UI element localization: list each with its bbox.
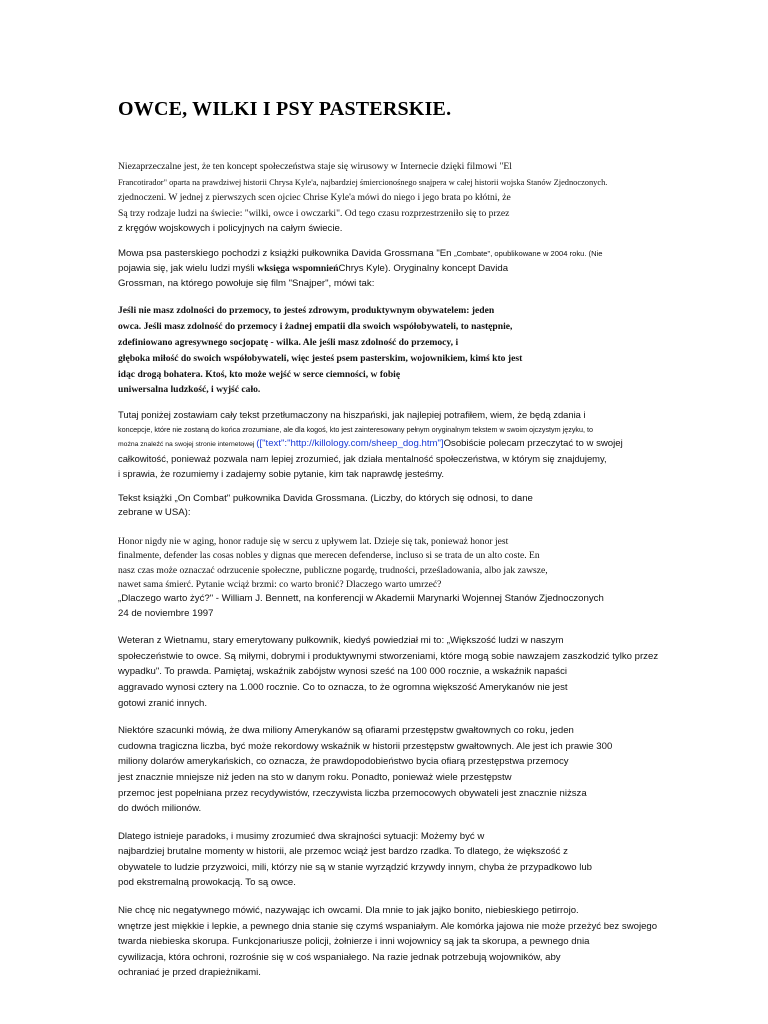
text-line: zjednoczeni. W jednej z pierwszych scen ojciec Chrise Kyle'a mówi do niego i jego brata po kłótni, że [118, 192, 511, 204]
text-line: wypadku". To prawda. Pamiętaj, wskaźnik zabójstw wynosi sześć na 100 000 rocznie, a wskaźnik napaści [118, 666, 568, 678]
text-line: Francotirador" oparta na prawdziwej historii Chrysa Kyle'a, najbardziej śmiercionośnego snajpera w całej historii wojska Stanów Zjednoczonych. [118, 177, 608, 187]
text-line: koncepcje, które nie zostaną do końca zrozumiane, ale dla kogoś, kto jest zainteresowany pełnym oryginalnym tekstem w swoim ojczystym języku, to [118, 424, 593, 434]
text-segment: pojawia się, jak wielu ludzi myśli [118, 263, 258, 275]
text-line: jest znacznie mniejsze niż jeden na sto w danym roku. Ponadto, ponieważ wiele przestępstw [118, 771, 512, 783]
text-line: Honor nigdy nie w aging, honor raduje się w sercu z upływem lat. Dzieje się tak, ponieważ honor jest [118, 535, 509, 547]
text-line: całkowitość, ponieważ pozwala nam lepiej zrozumieć, jak działa mentalność społeczeństwa, w którym się znajdujemy, [118, 453, 607, 465]
text-line: zdefiniowano agresywnego socjopatę - wilka. Ale jeśli masz zdolność do przemocy, i [118, 336, 459, 348]
text-line: gotowi zranić innych. [118, 697, 208, 709]
paragraph-eggshell [118, 903, 718, 981]
paragraph-honor-quote [118, 535, 718, 621]
text-line: nasz czas może oznaczać odrzucenie społeczne, publiczne pogardę, trudności, prześladowania, albo jak zawsze, [118, 564, 548, 576]
text-segment: można znaleźć na swojej stronie internetowej [118, 440, 257, 448]
text-line: idąc drogą bohatera. Ktoś, kto może wejść w serce ciemności, w fobię [118, 368, 401, 380]
text-line: aggravado wynosi cztery na 1.000 rocznie. Co to oznacza, to że ogromna większość Amerykanów nie jest [118, 681, 568, 693]
text-line: nawet sama śmierć. Pytanie wciąż brzmi: co warto bronić? Dlaczego warto umrzeć? [118, 578, 442, 590]
text-line: obywatele to ludzie przyzwoici, mili, którzy nie są w stanie wyrządzić krzywdy innym, chyba że przypadkowo lub [118, 861, 593, 873]
text-line: Są trzy rodzaje ludzi na świecie: "wilki, owce i owczarki". Od tego czasu rozprzestrzeniło się to przez [118, 207, 510, 219]
text-line: Nie chcę nic negatywnego mówić, nazywając ich owcami. Dla mnie to jak jajko bonito, niebieskiego petirrojo. [118, 905, 579, 917]
text-line: Tutaj poniżej zostawiam cały tekst przetłumaczony na hiszpański, jak najlepiej potrafiłem, wiem, że będą zdania i [118, 409, 586, 421]
text-line: Grossman, na którego powołuje się film "Snajper", mówi tak: [118, 278, 375, 290]
text-line: cudowna tragiczna liczba, być może rekordowy wskaźnik w historii przestępstw gwałtownych. Ale jest ich prawie 300 [118, 740, 613, 752]
text-segment: Mowa psa pasterskiego pochodzi z książki pułkownika Davida Grossmana "En [118, 248, 455, 260]
text-line [118, 261, 718, 276]
paragraph-book-reference [118, 492, 718, 521]
text-line [118, 437, 718, 453]
text-segment-bold: wksięga wspomnień [257, 263, 339, 275]
paragraph-translation-note [118, 408, 718, 481]
text-line: Dlatego istnieje paradoks, i musimy zrozumieć dwa skrajności sytuacji: Możemy być w [118, 830, 485, 842]
text-segment: Chrys Kyle). Oryginalny koncept Davida [338, 263, 509, 275]
text-line: z kręgów wojskowych i policyjnych na całym świecie. [118, 223, 343, 235]
text-line: wnętrze jest miękkie i lepkie, a pewnego dnia stanie się czymś wspaniałym. Ale komórka jajowa nie może przeżyć bez swojego [118, 920, 658, 932]
text-line: finalmente, defender las cosas nobles y dignas que merecen defenderse, incluso si se trata de un alto coste. En [118, 550, 540, 562]
paragraph-paradox [118, 829, 718, 891]
text-line: pod ekstremalną prowokacją. To są owce. [118, 877, 296, 889]
paragraph-statistics [118, 723, 718, 817]
text-line: miliony dolarów amerykańskich, co oznacza, że prawdopodobieństwo bycia ofiarą przestępstwa przemocy [118, 756, 569, 768]
text-line: głęboka miłość do swoich współobywateli, więc jesteś psem pasterskim, wojownikiem, kimś kto jest [118, 352, 523, 364]
paragraph-quote-bold [118, 303, 718, 398]
source-link[interactable]: (["text":"http://killology.com/sheep_dog.htm"] [256, 437, 444, 449]
text-line: Niektóre szacunki mówią, że dwa miliony Amerykanów są ofiarami przestępstw gwałtownych co roku, jeden [118, 725, 574, 737]
paragraph-veteran [118, 633, 718, 711]
text-line: i sprawia, że rozumiemy i zadajemy sobie pytanie, kim tak naprawdę jesteśmy. [118, 467, 444, 479]
text-segment: Osobiście polecam przeczytać to w swojej [443, 437, 623, 449]
text-line: Niezaprzeczalne jest, że ten koncept społeczeństwa staje się wirusowy w Internecie dzięki filmowi "El [118, 161, 512, 172]
text-line: przemoc jest popełniana przez recydywistów, rzeczywista liczba przemocowych obywateli jest znacznie niższa [118, 787, 587, 799]
text-line: Jeśli nie masz zdolności do przemocy, to jesteś zdrowym, produktywnym obywatelem: jeden [118, 305, 495, 317]
text-line: cywilizacja, która ochroni, rozrośnie się w coś wspaniałego. Na razie jednak potrzebują wojowników, aby [118, 951, 561, 963]
text-line: najbardziej brutalne momenty w historii, ale przemoc wciąż jest bardzo rzadka. To dlatego, że większość z [118, 846, 568, 858]
paragraph-origin [118, 246, 718, 291]
text-line: zebrane w USA): [118, 507, 191, 519]
text-line: Weteran z Wietnamu, stary emerytowany pułkownik, kiedyś powiedział mi to: „Większość ludzi w naszym [118, 635, 564, 647]
text-line: twarda niebieska skorupa. Funkcjonariusze policji, żołnierze i inni wojownicy są jak ta skorupa, a pewnego dnia [118, 936, 590, 948]
text-line: 24 de noviembre 1997 [118, 607, 214, 619]
paragraph-intro [118, 159, 718, 237]
text-segment: „Combate", opublikowane w 2004 roku. (Nie [454, 249, 603, 259]
text-line: ochraniać je przed drapieżnikami. [118, 967, 261, 979]
text-line: owca. Jeśli masz zdolność do przemocy i żadnej empatii dla swoich współobywateli, to następnie, [118, 321, 513, 333]
text-line: „Dlaczego warto żyć?" - William J. Bennett, na konferencji w Akademii Marynarki Wojennej Stanów Zjednoczonych [118, 593, 604, 605]
text-line: do dwóch milionów. [118, 803, 202, 815]
text-line: społeczeństwie to owce. Są miłymi, dobrymi i produktywnymi stworzeniami, które mogą sobie nawzajem zaszkodzić tylko przez [118, 650, 659, 662]
document-title: OWCE, WILKI I PSY PASTERSKIE. [118, 98, 452, 120]
text-line: Tekst książki „On Combat" pułkownika Davida Grossmana. (Liczby, do których się odnosi, to dane [118, 492, 533, 504]
text-line [118, 246, 718, 261]
text-line: uniwersalna ludzkość, i wyjść cało. [118, 384, 261, 396]
